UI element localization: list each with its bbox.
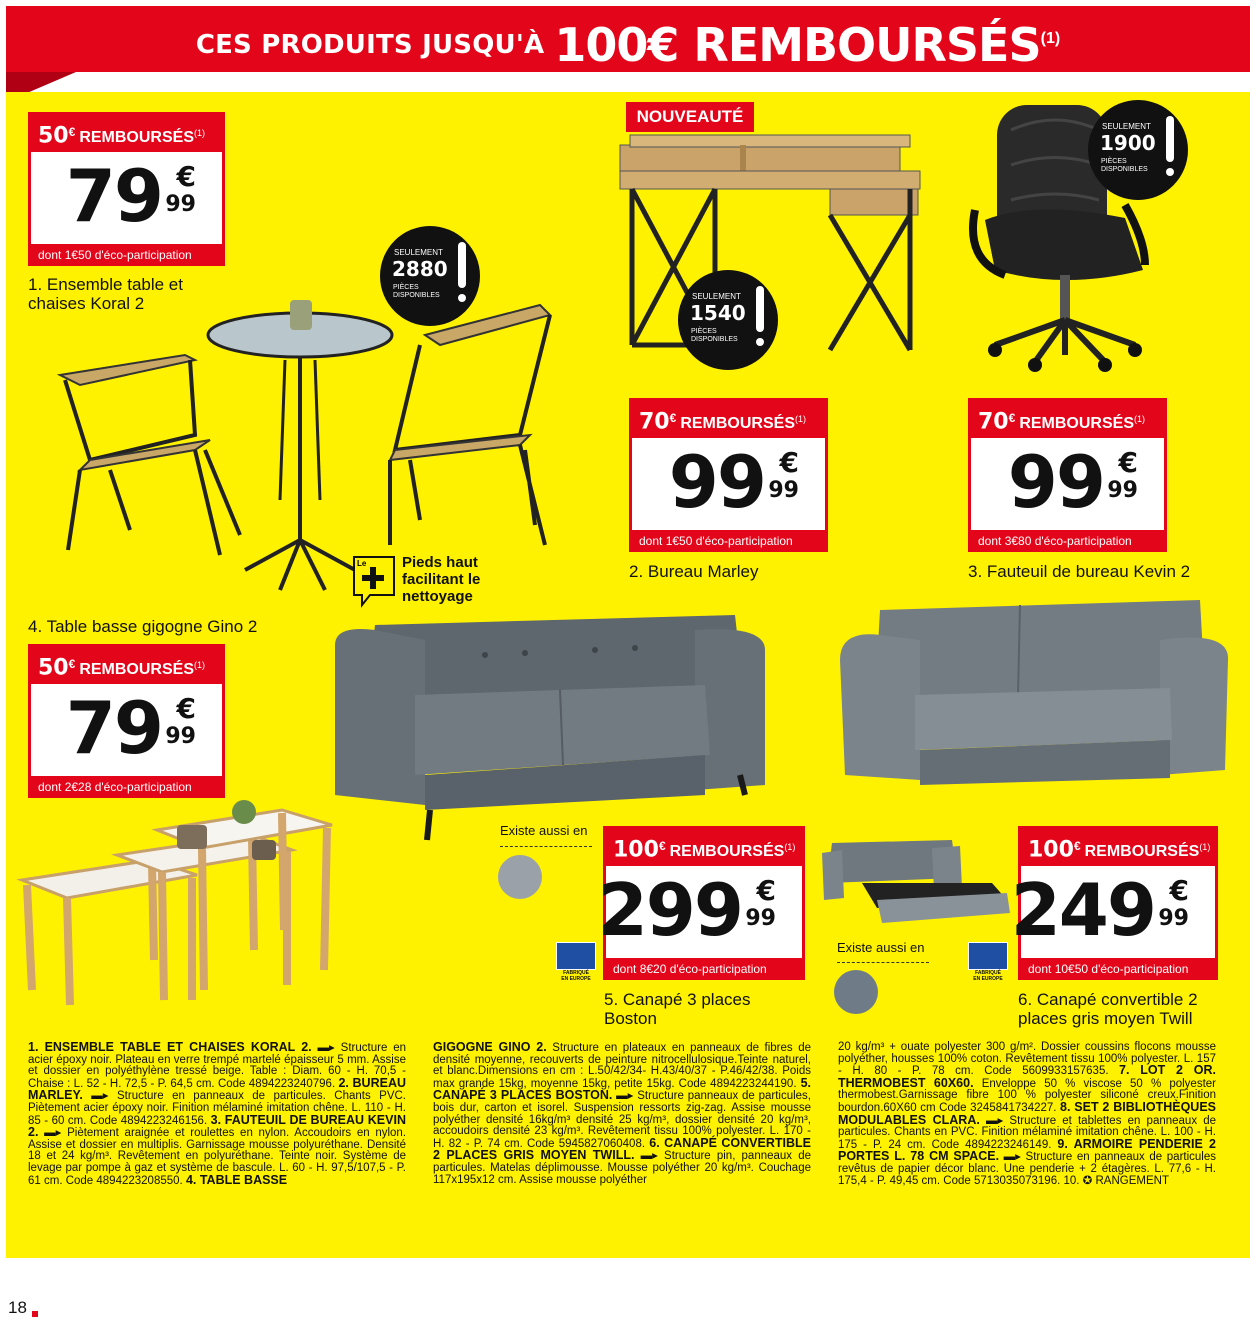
- refund-word: REMBOURSÉS: [79, 129, 194, 147]
- refund-currency: €: [68, 657, 76, 671]
- price-cents: 99: [1158, 906, 1189, 931]
- price-card-1: [28, 112, 225, 266]
- arrow-icon: ▬▸: [612, 1090, 634, 1103]
- eco-participation: dont 8€20 d'éco-participation: [603, 958, 805, 980]
- refund-currency: €: [669, 411, 677, 425]
- desc-text: Structure en panneaux de particules. Chants PVC. Piètement acier époxy noir. Finition mélaminé imitation chêne. L. 110 - H. 85 - 60 cm. Code 4894223246156.: [28, 1090, 406, 1127]
- banner-text-small: CES PRODUITS JUSQU'À: [195, 30, 545, 61]
- price-integer: 99: [1007, 440, 1104, 524]
- desc-text: Structure et tablettes en panneaux de particules. Chants en PVC. Finition mélaminé imitation chêne. L. 100 - H. 175 - P. 24 cm. Code 4894223246149.: [838, 1114, 1217, 1151]
- price-integer: 249: [1010, 868, 1155, 952]
- refund-note: (1): [194, 128, 205, 138]
- exist-also-label-1: Existe aussi en: [500, 823, 588, 838]
- color-swatch-2: [834, 970, 878, 1014]
- desc-heading: 3. FAUTEUIL DE BUREAU KEVIN 2.: [28, 1112, 406, 1140]
- price-box: [28, 684, 225, 776]
- desc-heading: 8. SET 2 BIBLIOTHÈQUES MODULABLES CLARA.: [838, 1099, 1216, 1127]
- stock-label-line: DISPONIBLES: [1101, 166, 1148, 173]
- price-integer: 299: [597, 868, 742, 952]
- product-name-line: 3. Fauteuil de bureau Kevin 2: [968, 562, 1191, 581]
- price-card-2: [629, 398, 828, 552]
- stock-badge-3: [1088, 100, 1188, 200]
- exclamation-dot: [1166, 168, 1174, 176]
- price-box: [968, 438, 1167, 530]
- le-plus-line: Pieds haut: [402, 554, 478, 571]
- price-euro: €: [1118, 446, 1138, 479]
- exclamation-icon: [756, 286, 764, 332]
- twill-sofa-bed-illustration: [822, 838, 1012, 933]
- refund-word: REMBOURSÉS: [1084, 843, 1200, 861]
- page-number-dot: [32, 1311, 38, 1317]
- price-cents: 99: [745, 906, 776, 931]
- price-cents: 99: [165, 724, 196, 749]
- new-badge: NOUVEAUTÉ: [626, 102, 754, 132]
- refund-banner: [28, 112, 225, 152]
- price-euro: €: [779, 446, 799, 479]
- refund-banner: [629, 398, 828, 438]
- desc-text: Enveloppe 50 % viscose 50 % polyester thermobest.Garnissage fibre 100 % polyester siliconé creux.Finition bourdon.60X60 cm Code 3245841734227.: [838, 1077, 1216, 1114]
- stock-count: 2880: [392, 257, 448, 281]
- stock-badge-1: [380, 226, 480, 326]
- color-swatch-1: [498, 855, 542, 899]
- desc-heading: 9. ARMOIRE PENDERIE 2 PORTES L. 78 CM SPACE.: [838, 1136, 1216, 1164]
- gino-tables-illustration: [22, 800, 342, 1010]
- divider: [500, 846, 592, 847]
- stock-count: 1900: [1100, 131, 1156, 155]
- desc-text: Piètement araignée et roulettes en nylon. Accoudoirs en nylon. Assise et dossier en multiplis. Garnissage mousse polyuréthane. Densité 18 et 24 kg/m³. Revêtement en polyuréthane. Teinte noir. Système de levage par pompe à gaz et système de bascule. L. 60 - H. 97,5/107,5 - P. 61 cm. Code 4894223208550.: [28, 1127, 407, 1187]
- price-card-4: [28, 644, 225, 798]
- product-name-5: [604, 990, 751, 1028]
- eu-label-line: FABRIQUÉ: [975, 970, 1001, 976]
- product-name-line: places gris moyen Twill: [1018, 1009, 1193, 1028]
- stock-label-bottom: [1101, 158, 1161, 174]
- eco-participation: dont 1€50 d'éco-participation: [28, 244, 225, 266]
- refund-word: REMBOURSÉS: [669, 843, 785, 861]
- refund-currency: €: [68, 125, 76, 139]
- stock-label-top: SEULEMENT: [394, 248, 443, 257]
- product-name-line: Boston: [604, 1009, 657, 1028]
- price-cents: 99: [768, 478, 799, 503]
- exist-also-label-2: Existe aussi en: [837, 940, 925, 955]
- refund-amount: 70: [978, 409, 1009, 435]
- desc-text: Structure en panneaux de particules revêtus de papier décor blanc. Une penderie + 2 étagères. L. 77,6 - H. 175,4 - P. 49,45 cm. Code 5713035073196. 10. ✪ RANGEMENT: [838, 1151, 1216, 1187]
- price-box: [28, 152, 225, 244]
- stock-label-line: PIÈCES: [393, 284, 419, 291]
- desc-text: Structure en plateaux en panneaux de fibres de densité moyenne, recouverts de peinture nitrocellulosique.Teinte naturel, et blanc.Dimensions en cm : L.50/42/34- H.43/40/37 - P.46/42/38. Poids max grande 15kg, moyenne 15kg, petite 15kg. Code 4894223244190.: [433, 1042, 811, 1090]
- stock-label-top: SEULEMENT: [692, 292, 741, 301]
- eu-label-text: [968, 970, 1008, 982]
- desc-heading: 2. BUREAU MARLEY.: [28, 1075, 407, 1103]
- refund-amount: 50: [38, 123, 69, 149]
- top-banner: [6, 6, 1250, 72]
- refund-currency: €: [658, 839, 666, 853]
- refund-word: REMBOURSÉS: [1019, 415, 1134, 433]
- refund-currency: €: [1073, 839, 1081, 853]
- eu-label-2: [968, 942, 1008, 984]
- eu-label-line: EN EUROPE: [561, 976, 591, 982]
- eu-label-text: [556, 970, 596, 982]
- description-column-2: [433, 1042, 811, 1186]
- product-name-line: 1. Ensemble table et: [28, 275, 183, 294]
- stock-count: 1540: [690, 301, 746, 325]
- arrow-icon: ▬▸: [634, 1150, 658, 1163]
- refund-amount: 50: [38, 655, 69, 681]
- stock-label-top: SEULEMENT: [1102, 122, 1151, 131]
- arrow-icon: ▬▸: [999, 1151, 1021, 1164]
- boston-sofa-illustration: [335, 605, 775, 845]
- price-card-3: [968, 398, 1167, 552]
- arrow-icon: ▬▸: [82, 1090, 109, 1103]
- refund-amount: 70: [639, 409, 670, 435]
- refund-banner: [1018, 826, 1218, 866]
- exclamation-icon: [1166, 116, 1174, 162]
- product-name-6: [1018, 990, 1198, 1028]
- price-euro: €: [176, 692, 196, 725]
- stock-label-line: PIÈCES: [1101, 158, 1127, 165]
- refund-amount: 100: [613, 837, 659, 863]
- product-name-line: 5. Canapé 3 places: [604, 990, 751, 1009]
- eu-label-line: EN EUROPE: [973, 976, 1003, 982]
- price-cents: 99: [1107, 478, 1138, 503]
- desc-text: Structure pin, panneaux de particules. Matelas déplimousse. Mousse polyéther 20 kg/m³. Couchage 117x195x12 cm. Assise mousse polyéther: [433, 1150, 812, 1186]
- stock-label-line: PIÈCES: [691, 328, 717, 335]
- desc-heading: 5. CANAPÉ 3 PLACES BOSTON.: [433, 1075, 811, 1103]
- desc-heading: 7. LOT 2 OR. THERMOBEST 60X60.: [838, 1063, 1216, 1090]
- description-column-3: [838, 1042, 1216, 1187]
- price-integer: 99: [668, 440, 765, 524]
- refund-banner: [968, 398, 1167, 438]
- le-plus-line: nettoyage: [402, 588, 473, 605]
- eco-participation: dont 2€28 d'éco-participation: [28, 776, 225, 798]
- refund-note: (1): [194, 660, 205, 670]
- refund-note: (1): [795, 414, 806, 424]
- arrow-icon: ▬▸: [311, 1042, 335, 1054]
- price-box: [597, 866, 805, 958]
- price-euro: €: [756, 874, 776, 907]
- refund-note: (1): [1134, 414, 1145, 424]
- exclamation-dot: [756, 338, 764, 346]
- twill-sofa-illustration: [840, 600, 1230, 800]
- eu-label-1: [556, 942, 596, 984]
- banner-text-big: 100€ REMBOURSÉS: [554, 18, 1041, 73]
- stock-label-line: DISPONIBLES: [393, 292, 440, 299]
- product-name-line: 4. Table basse gigogne Gino 2: [28, 617, 258, 636]
- price-euro: €: [176, 160, 196, 193]
- eu-label-line: FABRIQUÉ: [563, 970, 589, 976]
- desc-heading: 1. ENSEMBLE TABLE ET CHAISES KORAL 2.: [28, 1040, 312, 1054]
- eu-flag-icon: [968, 942, 1008, 970]
- banner-note: (1): [1040, 30, 1061, 47]
- stock-label-bottom: [393, 284, 453, 300]
- product-name-2: [629, 562, 758, 581]
- le-plus-line: facilitant le: [402, 571, 481, 588]
- price-card-6: [1010, 826, 1218, 980]
- refund-currency: €: [1008, 411, 1016, 425]
- product-name-line: 2. Bureau Marley: [629, 562, 759, 581]
- desc-heading: 4. TABLE BASSE: [185, 1172, 288, 1187]
- product-name-1: [28, 275, 183, 313]
- eco-participation: dont 3€80 d'éco-participation: [968, 530, 1167, 552]
- refund-note: (1): [1199, 842, 1211, 852]
- stock-label-bottom: [691, 328, 751, 344]
- refund-word: REMBOURSÉS: [79, 661, 194, 679]
- product-name-4: [28, 617, 257, 636]
- refund-word: REMBOURSÉS: [680, 415, 795, 433]
- desc-text: Structure en acier époxy noir. Plateau en verre trempé martelé épaisseur 5 mm. Assise et dossier en polyéthylène tressé beige. Table : Diam. 60 - H. 70,5 - Chaise : L. 52 - H. 72,5 - P. 64,5 cm. Code 4894223240796.: [28, 1042, 406, 1090]
- product-name-3: [968, 562, 1190, 581]
- eco-participation: dont 1€50 d'éco-participation: [629, 530, 828, 552]
- product-name-line: chaises Koral 2: [28, 294, 145, 313]
- price-cents: 99: [165, 192, 196, 217]
- exclamation-dot: [458, 294, 466, 302]
- price-box: [1010, 866, 1218, 958]
- price-euro: €: [1169, 874, 1189, 907]
- eu-flag-icon: [556, 942, 596, 970]
- desc-heading: GIGOGNE GINO 2.: [433, 1040, 547, 1054]
- stock-badge-2: [678, 270, 778, 370]
- product-name-line: 6. Canapé convertible 2: [1018, 990, 1198, 1009]
- price-integer: 79: [65, 154, 162, 238]
- price-integer: 79: [65, 686, 162, 770]
- refund-note: (1): [784, 842, 796, 852]
- refund-amount: 100: [1028, 837, 1074, 863]
- le-plus-text: [402, 554, 502, 605]
- stock-label-line: DISPONIBLES: [691, 336, 738, 343]
- price-card-5: [597, 826, 805, 980]
- divider: [837, 962, 929, 963]
- arrow-icon: ▬▸: [979, 1114, 1004, 1127]
- desc-text: 20 kg/m³ + ouate polyester 300 g/m². Dossier coussins flocons mousse polyéther, housses 100% coton. Revêtement tissu 100% polyester. L. 157 - H. 80 - P. 78 cm. Code 5609933157635.: [838, 1041, 1216, 1078]
- exclamation-icon: [458, 242, 466, 288]
- price-box: [629, 438, 828, 530]
- arrow-icon: ▬▸: [38, 1127, 62, 1140]
- description-column-1: [28, 1042, 406, 1187]
- le-plus-label: Le: [357, 559, 367, 568]
- refund-banner: [28, 644, 225, 684]
- refund-banner: [603, 826, 805, 866]
- desc-text: Structure panneaux de particules, bois dur, carton et isorel. Suspension ressorts zig-zag. Assise mousse polyéther densité 16kg/m³ densité 25 kg/m³, dossier densité 20 kg/m³, accoudoirs densité 23 kg/m³. Revêtement tissu 100% polyester. L. 170 - H. 82 - P. 74 cm. Code 5945827060408.: [433, 1090, 812, 1150]
- desc-heading: 6. CANAPÉ CONVERTIBLE 2 PLACES GRIS MOYEN TWILL.: [433, 1135, 811, 1163]
- eco-participation: dont 10€50 d'éco-participation: [1018, 958, 1218, 980]
- page-number: 18: [8, 1298, 27, 1317]
